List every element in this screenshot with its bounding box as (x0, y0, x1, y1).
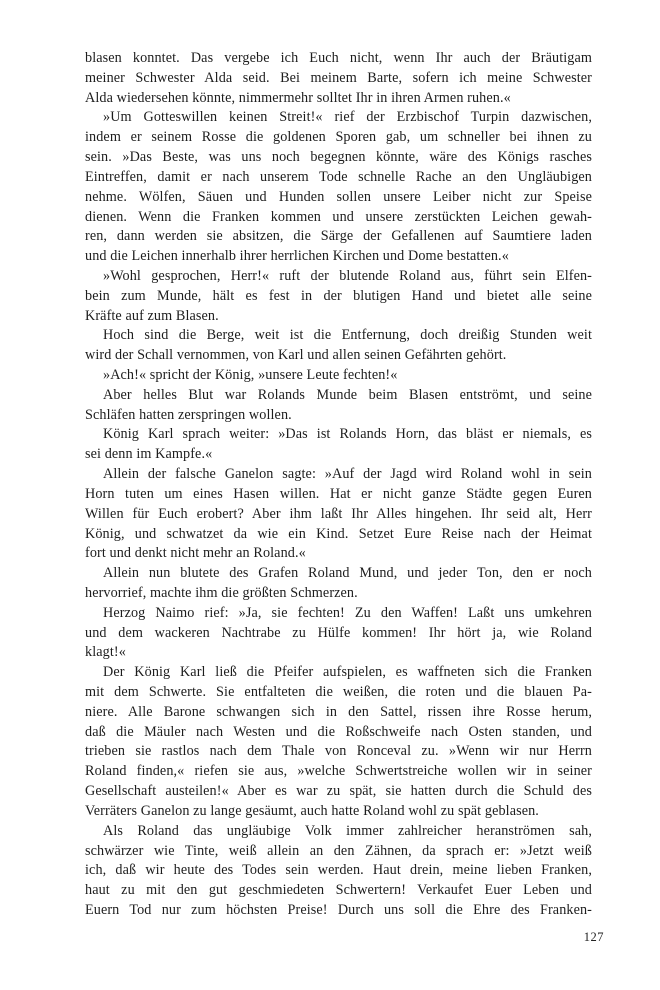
text-line: Euern Tod nur zum höchsten Preise! Durch uns soll die Ehre des Franken- (85, 901, 592, 918)
text-line: meiner Schwester Alda seid. Bei meinem Barte, sofern ich meine Schwester (85, 69, 592, 86)
text-line: hervorrief, machte ihm die größten Schmerzen. (85, 584, 358, 601)
text-line: Willen für Euch erobert? Aber ihm laßt Ihr Alles hingehen. Ihr seid alt, Herr (85, 505, 592, 522)
text-line: blasen konntet. Das vergebe ich Euch nicht, wenn Ihr auch der Bräutigam (85, 50, 592, 66)
text-line: niere. Alle Barone schwangen sich in den Sattel, rissen ihre Rosse herum, (85, 703, 592, 720)
text-line: nehme. Wölfen, Säuen und Hunden sollen unsere Leiber nicht zur Speise (85, 188, 592, 205)
page-number: 127 (583, 930, 604, 944)
text-line: Verräters Ganelon zu lange gesäumt, auch hatte Roland wohl zu spät geblasen. (85, 802, 539, 819)
page-text (85, 49, 592, 921)
text-line: Allein der falsche Ganelon sagte: »Auf der Jagd wird Roland wohl in sein (103, 466, 592, 483)
text-line: Allein nun blutete des Grafen Roland Mund, und jeder Ton, den er noch (103, 565, 592, 582)
text-line: »Um Gotteswillen keinen Streit!« rief der Erzbischof Turpin dazwischen, (103, 109, 592, 126)
text-line: Der König Karl ließ die Pfeifer aufspielen, es waffneten sich die Franken (103, 664, 592, 681)
text-line: klagt!« (85, 644, 126, 661)
text-line: trieben sie rastlos nach dem Thale von Ronceval zu. »Wenn wir nur Herrn (85, 743, 592, 760)
text-line: Als Roland das ungläubige Volk immer zahlreicher heranströmen sah, (103, 822, 592, 839)
text-line: Kräfte auf zum Blasen. (85, 307, 219, 324)
text-line: und die Leichen innerhalb ihrer herrlichen Kirchen und Dome bestatten.« (85, 248, 509, 265)
text-line: Alda wiedersehen könnte, nimmermehr solltet Ihr in ihren Armen ruhen.« (85, 89, 511, 106)
text-line: »Wohl gesprochen, Herr!« ruft der blutende Roland aus, führt sein Elfen- (103, 267, 592, 284)
text-line: daß die Mäuler nach Westen und die Roßschweife nach Osten standen, und (85, 723, 592, 740)
text-line: fort und denkt nicht mehr an Roland.« (85, 545, 306, 562)
text-line: mit dem Schwerte. Sie entfalteten die weißen, die roten und die blauen Pa- (85, 684, 592, 700)
text-line: bein zum Munde, hält es fest in der blutigen Hand und bietet alle seine (85, 287, 592, 304)
text-line: Schläfen hatten zerspringen wollen. (85, 406, 292, 423)
text-line: und dem wackeren Nachtrabe zu Hülfe kommen! Ihr hört ja, wie Roland (85, 624, 592, 641)
text-line: indem er seinem Rosse die goldenen Sporen gab, um schneller bei ihnen zu (85, 129, 592, 146)
text-line: Hoch sind die Berge, weit ist die Entfernung, doch dreißig Stunden weit (103, 327, 592, 344)
text-line: »Ach!« spricht der König, »unsere Leute fechten!« (103, 367, 398, 383)
text-line: dienen. Wenn die Franken kommen und unsere zerstückten Leichen gewah- (85, 208, 592, 225)
text-line: haut zu mit den gut geschmiedeten Schwertern! Verkaufet Euer Leben und (85, 882, 592, 899)
text-line: Herzog Naimo rief: »Ja, sie fechten! Zu den Waffen! Laßt uns umkehren (103, 604, 592, 621)
text-line: wird der Schall vernommen, von Karl und allen seinen Gefährten gehört. (85, 347, 507, 364)
text-line: sei denn im Kampfe.« (85, 446, 213, 463)
text-line: Roland finden,« riefen sie aus, »welche Schwertstreiche wollen wir in seiner (85, 763, 592, 780)
text-line: sein. »Das Beste, was uns noch begegnen könnte, wäre des Königs rasches (85, 149, 592, 166)
text-line: König, und schwatzet da wie ein Kind. Setzet Eure Reise nach der Heimat (85, 525, 592, 542)
text-line: ich, daß wir heute des Todes sein werden. Haut drein, meine lieben Franken, (85, 862, 592, 879)
text-line: Aber helles Blut war Rolands Munde beim Blasen entströmt, und seine (103, 386, 592, 403)
text-line: schwärzer wie Tinte, weiß allein an den Zähnen, da sprach er: »Jetzt weiß (85, 842, 592, 859)
text-line: Gesellschaft austeilen!« Aber es war zu spät, sie hatten durch die Schuld des (85, 783, 592, 800)
text-line: ren, dann werden sie absitzen, die Särge der Gefallenen auf Saumtiere laden (85, 228, 592, 245)
text-line: König Karl sprach weiter: »Das ist Rolands Horn, das bläst er niemals, es (103, 426, 592, 443)
text-line: Horn tuten um eines Hasen willen. Hat er nicht ganze Städte gegen Euren (85, 485, 592, 502)
text-line: Eintreffen, damit er nach unserem Tode schnelle Rache an den Ungläubigen (85, 168, 592, 185)
